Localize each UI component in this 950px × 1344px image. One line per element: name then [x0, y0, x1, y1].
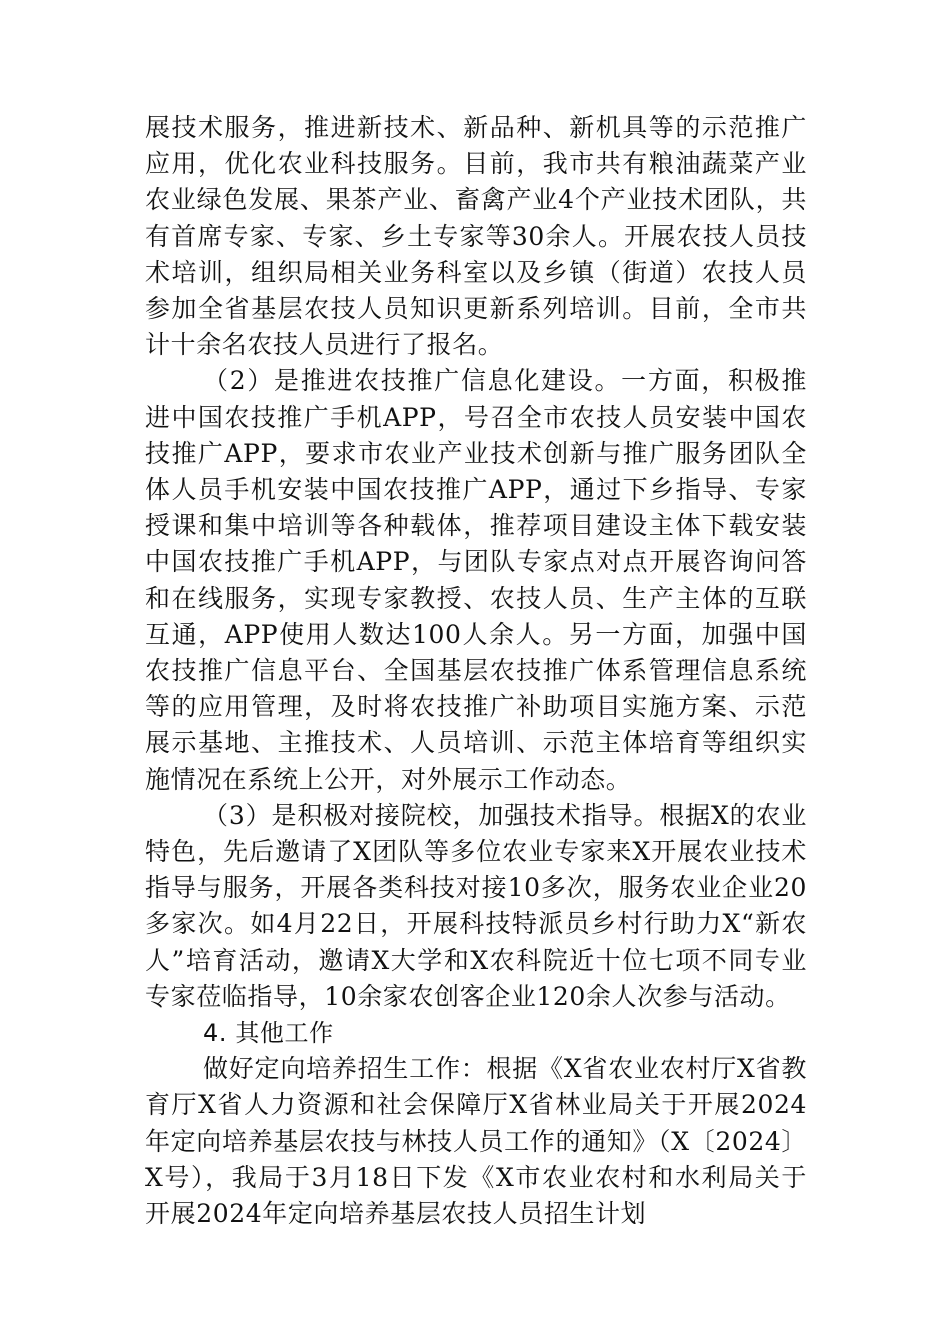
paragraph-informatization: （2）是推进农技推广信息化建设。一方面，积极推进中国农技推广手机APP，号召全市农技人员安装中国农技推广APP，要求市农业产业技术创新与推广服务团队全体人员手机安装中国农技推广APP，通过下乡指导、专家授课和集中培训等各种载体，推荐项目建设主体下载安装中国农技推广手机APP，与团队专家点对点开展咨询问答和在线服务，实现专家教授、农技人员、生产主体的互联互通，APP使用人数达100人余人。另一方面，加强中国农技推广信息平台、全国基层农技推广体系管理信息系统等的应用管理，及时将农技推广补助项目实施方案、示范展示基地、主推技术、人员培训、示范主体培育等组织实施情况在系统上公开，对外展示工作动态。: [145, 366, 807, 794]
section-heading-other-work: 4. 其他工作: [203, 1019, 334, 1048]
paragraph-enrollment-work: 做好定向培养招生工作：根据《X省农业农村厅X省教育厅X省人力资源和社会保障厅X省林业局关于开展2024年定向培养基层农技与林技人员工作的通知》（X〔2024〕X号），我局于3月18日下发《X市农业农村和水利局关于开展2024年定向培养基层农技人员招生计划: [145, 1054, 807, 1229]
document-body: [145, 110, 807, 1232]
paragraph-college-cooperation: （3）是积极对接院校，加强技术指导。根据X的农业特色，先后邀请了X团队等多位农业专家来X开展农业技术指导与服务，开展各类科技对接10多次，服务农业企业20多家次。如4月22日，开展科技特派员乡村行助力X“新农人”培育活动，邀请X大学和X农科院近十位七项不同专业专家莅临指导，10余家农创客企业120余人次参与活动。: [145, 800, 807, 1011]
paragraph-continued-services: 展技术服务，推进新技术、新品种、新机具等的示范推广应用，优化农业科技服务。目前，我市共有粮油蔬菜产业农业绿色发展、果茶产业、畜禽产业4个产业技术团队，共有首席专家、专家、乡土专家等30余人。开展农技人员技术培训，组织局相关业务科室以及乡镇（街道）农技人员参加全省基层农技人员知识更新系列培训。目前，全市共计十余名农技人员进行了报名。: [145, 113, 807, 360]
